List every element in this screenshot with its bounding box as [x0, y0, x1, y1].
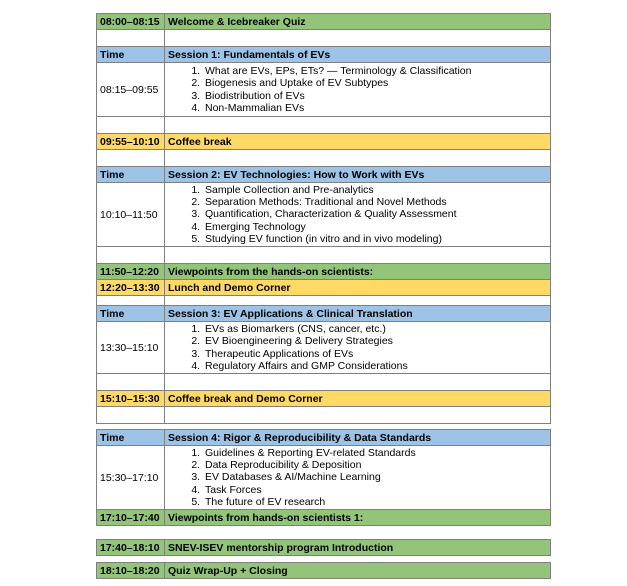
- list-item: 2. EV Bioengineering & Delivery Strategies: [203, 335, 547, 347]
- session1-header-row: [97, 47, 551, 63]
- list-item: 4. Emerging Technology: [203, 221, 547, 233]
- list-item: 3. Therapeutic Applications of EVs: [203, 348, 547, 360]
- spacer-row: [97, 30, 551, 47]
- wrapup-title: Quiz Wrap-Up + Closing: [165, 563, 551, 579]
- mentorship-title: SNEV-ISEV mentorship program Introduction: [165, 540, 551, 556]
- coffee2-time: 15:10–15:30: [97, 391, 165, 407]
- viewpoints-1-row: [97, 264, 551, 280]
- viewpoints-2-row: [97, 510, 551, 526]
- welcome-title: Welcome & Icebreaker Quiz: [165, 14, 551, 30]
- session4-topic-list: [168, 447, 547, 508]
- session1-content-row: [97, 63, 551, 117]
- mentorship-time: 17:40–18:10: [97, 540, 165, 556]
- session3-header-time: Time: [97, 306, 165, 322]
- viewpoints1-title: Viewpoints from the hands-on scientists:: [165, 264, 551, 280]
- session1-header-title: Session 1: Fundamentals of EVs: [165, 47, 551, 63]
- schedule-table-closing: [96, 562, 551, 579]
- spacer-row: [97, 247, 551, 264]
- list-item: 3. Biodistribution of EVs: [203, 90, 547, 102]
- wrapup-row: [97, 563, 551, 579]
- spacer-row: [97, 117, 551, 134]
- coffee-break-2-row: [97, 391, 551, 407]
- list-item: 1. EVs as Biomarkers (CNS, cancer, etc.): [203, 323, 547, 335]
- spacer-row: [97, 296, 551, 306]
- list-item: 2. Data Reproducibility & Deposition: [203, 459, 547, 471]
- schedule-table-mentorship: [96, 539, 551, 556]
- list-item: 4. Regulatory Affairs and GMP Considerations: [203, 360, 547, 372]
- session2-header-row: [97, 167, 551, 183]
- schedule-table-afternoon: [96, 429, 551, 526]
- list-item: 5. Studying EV function (in vitro and in vivo modeling): [203, 233, 547, 245]
- session3-content-row: [97, 322, 551, 374]
- list-item: 1. What are EVs, EPs, ETs? — Terminology & Classification: [203, 65, 547, 77]
- welcome-time: 08:00–08:15: [97, 14, 165, 30]
- mentorship-row: [97, 540, 551, 556]
- lunch-row: [97, 280, 551, 296]
- list-item: 2. Biogenesis and Uptake of EV Subtypes: [203, 77, 547, 89]
- session4-header-time: Time: [97, 430, 165, 446]
- coffee2-title: Coffee break and Demo Corner: [165, 391, 551, 407]
- list-item: 4. Non-Mammalian EVs: [203, 102, 547, 114]
- session2-content-row: [97, 183, 551, 247]
- coffee-break-1-row: [97, 134, 551, 150]
- session4-time: 15:30–17:10: [97, 446, 165, 510]
- list-item: 5. The future of EV research: [203, 496, 547, 508]
- session2-topic-list: [168, 184, 547, 245]
- lunch-time: 12:20–13:30: [97, 280, 165, 296]
- spacer-row: [97, 407, 551, 424]
- session3-header-row: [97, 306, 551, 322]
- list-item: 3. Quantification, Characterization & Quality Assessment: [203, 208, 547, 220]
- session3-topic-list: [168, 323, 547, 372]
- session1-topic-list: [168, 65, 547, 114]
- spacer-row: [97, 150, 551, 167]
- session4-content-row: [97, 446, 551, 510]
- session2-time: 10:10–11:50: [97, 183, 165, 247]
- schedule-table-midday: [96, 279, 551, 424]
- session1-time: 08:15–09:55: [97, 63, 165, 117]
- session3-header-title: Session 3: EV Applications & Clinical Translation: [165, 306, 551, 322]
- session3-time: 13:30–15:10: [97, 322, 165, 374]
- list-item: 2. Separation Methods: Traditional and Novel Methods: [203, 196, 547, 208]
- list-item: 1. Guidelines & Reporting EV-related Standards: [203, 447, 547, 459]
- lunch-title: Lunch and Demo Corner: [165, 280, 551, 296]
- viewpoints1-time: 11:50–12:20: [97, 264, 165, 280]
- session1-header-time: Time: [97, 47, 165, 63]
- spacer-row: [97, 374, 551, 391]
- list-item: 3. EV Databases & AI/Machine Learning: [203, 471, 547, 483]
- coffee1-time: 09:55–10:10: [97, 134, 165, 150]
- welcome-row: [97, 14, 551, 30]
- viewpoints2-title: Viewpoints from hands-on scientists 1:: [165, 510, 551, 526]
- session4-header-row: [97, 430, 551, 446]
- session2-header-title: Session 2: EV Technologies: How to Work with EVs: [165, 167, 551, 183]
- schedule-table-morning: [96, 13, 551, 280]
- session2-header-time: Time: [97, 167, 165, 183]
- wrapup-time: 18:10–18:20: [97, 563, 165, 579]
- coffee1-title: Coffee break: [165, 134, 551, 150]
- list-item: 4. Task Forces: [203, 484, 547, 496]
- viewpoints2-time: 17:10–17:40: [97, 510, 165, 526]
- list-item: 1. Sample Collection and Pre-analytics: [203, 184, 547, 196]
- session4-header-title: Session 4: Rigor & Reproducibility & Data Standards: [165, 430, 551, 446]
